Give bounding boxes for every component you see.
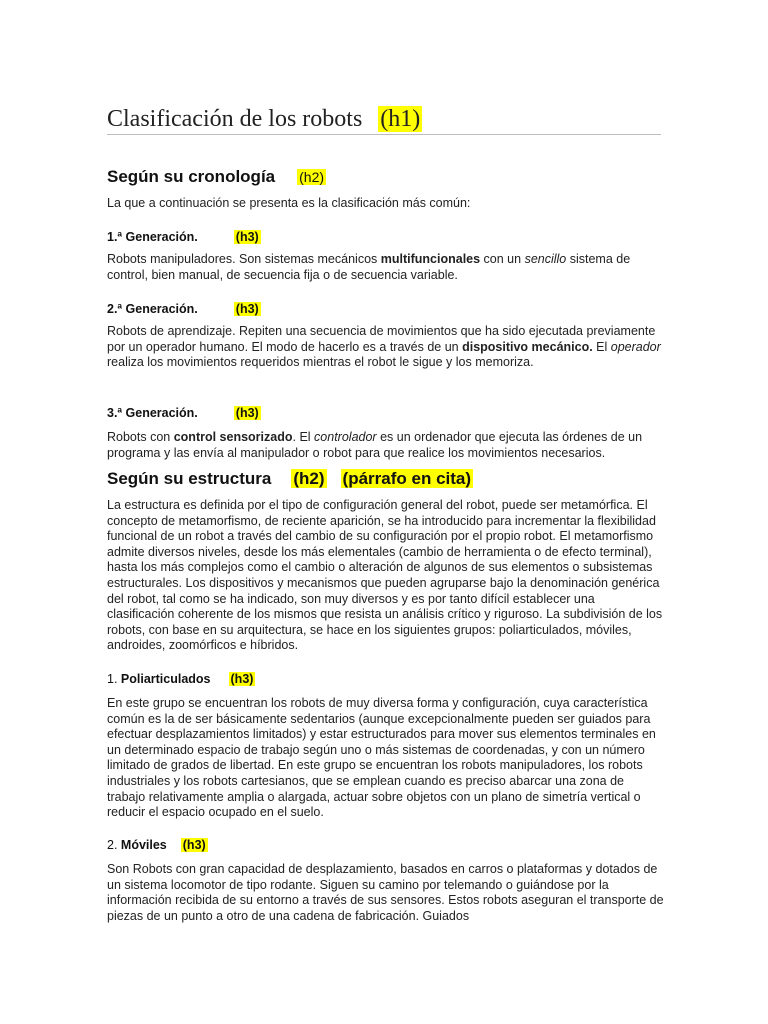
subheading-3-generacion	[107, 406, 261, 420]
italic-run: sencillo	[524, 252, 567, 266]
bold-run: dispositivo mecánico.	[462, 339, 593, 354]
subheading-poliarticulados	[107, 672, 255, 686]
h3-tag: (h3)	[235, 406, 259, 420]
h2-tag: (h2)	[293, 469, 325, 488]
text-run: Robots con	[107, 430, 174, 444]
paragraph-1-generacion	[107, 252, 665, 283]
list-number: 2.	[107, 838, 121, 852]
h2-tag: (h2)	[299, 169, 325, 185]
paragraph-3-generacion	[107, 430, 665, 461]
paragraph-moviles: Son Robots con gran capacidad de desplazamiento, basados en carros o plataformas y dotados de un sistema locomotor de tipo rodante. Siguen su camino por telemando o guiándose por la información recibida de su entorno a través de sus sensores. Estos robots aseguran el transporte de piezas de un punto a otro de una cadena de fabricación. Guiados	[107, 862, 664, 923]
h3-tag: (h3)	[182, 838, 206, 852]
bold-run: multifuncionales	[380, 252, 481, 266]
section-heading-estructura	[107, 469, 473, 489]
section-intro-estructura: La estructura es definida por el tipo de configuración general del robot, puede ser metamórfica. El concepto de metamorfismo, de reciente aparición, se ha introducido para incrementar la flexibilidad funcional de un robot a través del cambio de su configuración por el propio robot. El metamorfismo admite diversos niveles, desde los más elementales (cambio de herramienta o de efecto terminal), hasta los más complejos como el cambio o alteración de algunos de sus elementos o subsistemas estructurales. Los dispositivos y mecanismos que pueden agruparse bajo la denominación genérica del robot, tal como se ha indicado, son muy diversos y es por tanto difícil establecer una clasificación coherente de los mismos que resista un análisis crítico y riguroso. La subdivisión de los robots, con base en su arquitectura, se hace en los siguientes grupos: poliarticulados, móviles, androides, zoomórficos e híbridos.	[107, 498, 663, 653]
subheading-title: 1.ª Generación.	[107, 230, 198, 244]
subheading-2-generacion	[107, 302, 261, 316]
h3-tag: (h3)	[235, 302, 259, 316]
subheading-title: 2.ª Generación.	[107, 302, 198, 316]
paragraph-poliarticulados: En este grupo se encuentran los robots de muy diversa forma y configuración, cuya característica común es la de ser básicamente sedentarios (aunque excepcionalmente pueden ser guiados para efectuar desplazamientos limitados) y estar estructurados para mover sus elementos terminales en un determinado espacio de trabajo según uno o más sistemas de coordenadas, y con un número limitado de grados de libertad. En este grupo se encuentran los robots manipuladores, los robots industriales y los robots cartesianos, que se emplean cuando es preciso abarcar una zona de trabajo relativamente amplia o alargada, actuar sobre objetos con un plano de simetría vertical o reducir el espacio ocupado en el suelo.	[107, 696, 656, 820]
italic-run: controlador	[314, 430, 377, 444]
section-heading-cronologia	[107, 167, 326, 187]
subheading-1-generacion	[107, 230, 261, 244]
section-title: Según su estructura	[107, 469, 272, 488]
text-run: Robots de aprendizaje. Repiten una secuencia de movimientos que ha sido ejecutada previamente por un operador humano. El modo de hacerlo es a través de un	[107, 324, 656, 354]
page-title-text: Clasificación de los robots	[107, 106, 363, 132]
text-run: sistema de control, bien manual, de secuencia fija o de secuencia variable.	[107, 252, 631, 282]
page-title	[107, 106, 661, 135]
text-run: con un	[480, 252, 525, 266]
subheading-title: Móviles	[120, 838, 167, 852]
text-run: El	[592, 339, 611, 354]
subheading-title: 3.ª Generación.	[107, 406, 198, 420]
subheading-title: Poliarticulados	[120, 672, 211, 686]
text-run: . El	[292, 430, 315, 444]
bold-run: control sensorizado	[173, 430, 293, 444]
h3-tag: (h3)	[230, 672, 254, 686]
h3-tag: (h3)	[235, 230, 259, 244]
quote-tag: (párrafo en cita)	[342, 469, 472, 488]
section-title: Según su cronología	[107, 167, 276, 186]
list-number: 1.	[107, 672, 121, 686]
subheading-moviles	[107, 838, 208, 852]
h1-tag: (h1)	[380, 106, 421, 132]
text-run: es un ordenador que ejecuta las órdenes de un programa y las envía al manipulador o robot para que realice los movimientos necesarios.	[107, 430, 643, 460]
text-run: Robots manipuladores. Son sistemas mecánicos	[107, 252, 381, 266]
section-intro: La que a continuación se presenta es la clasificación más común:	[107, 196, 471, 210]
italic-run: operador	[610, 339, 661, 354]
paragraph-2-generacion	[107, 324, 665, 371]
text-run: realiza los movimientos requeridos mientras el robot le sigue y los memoriza.	[107, 355, 534, 370]
